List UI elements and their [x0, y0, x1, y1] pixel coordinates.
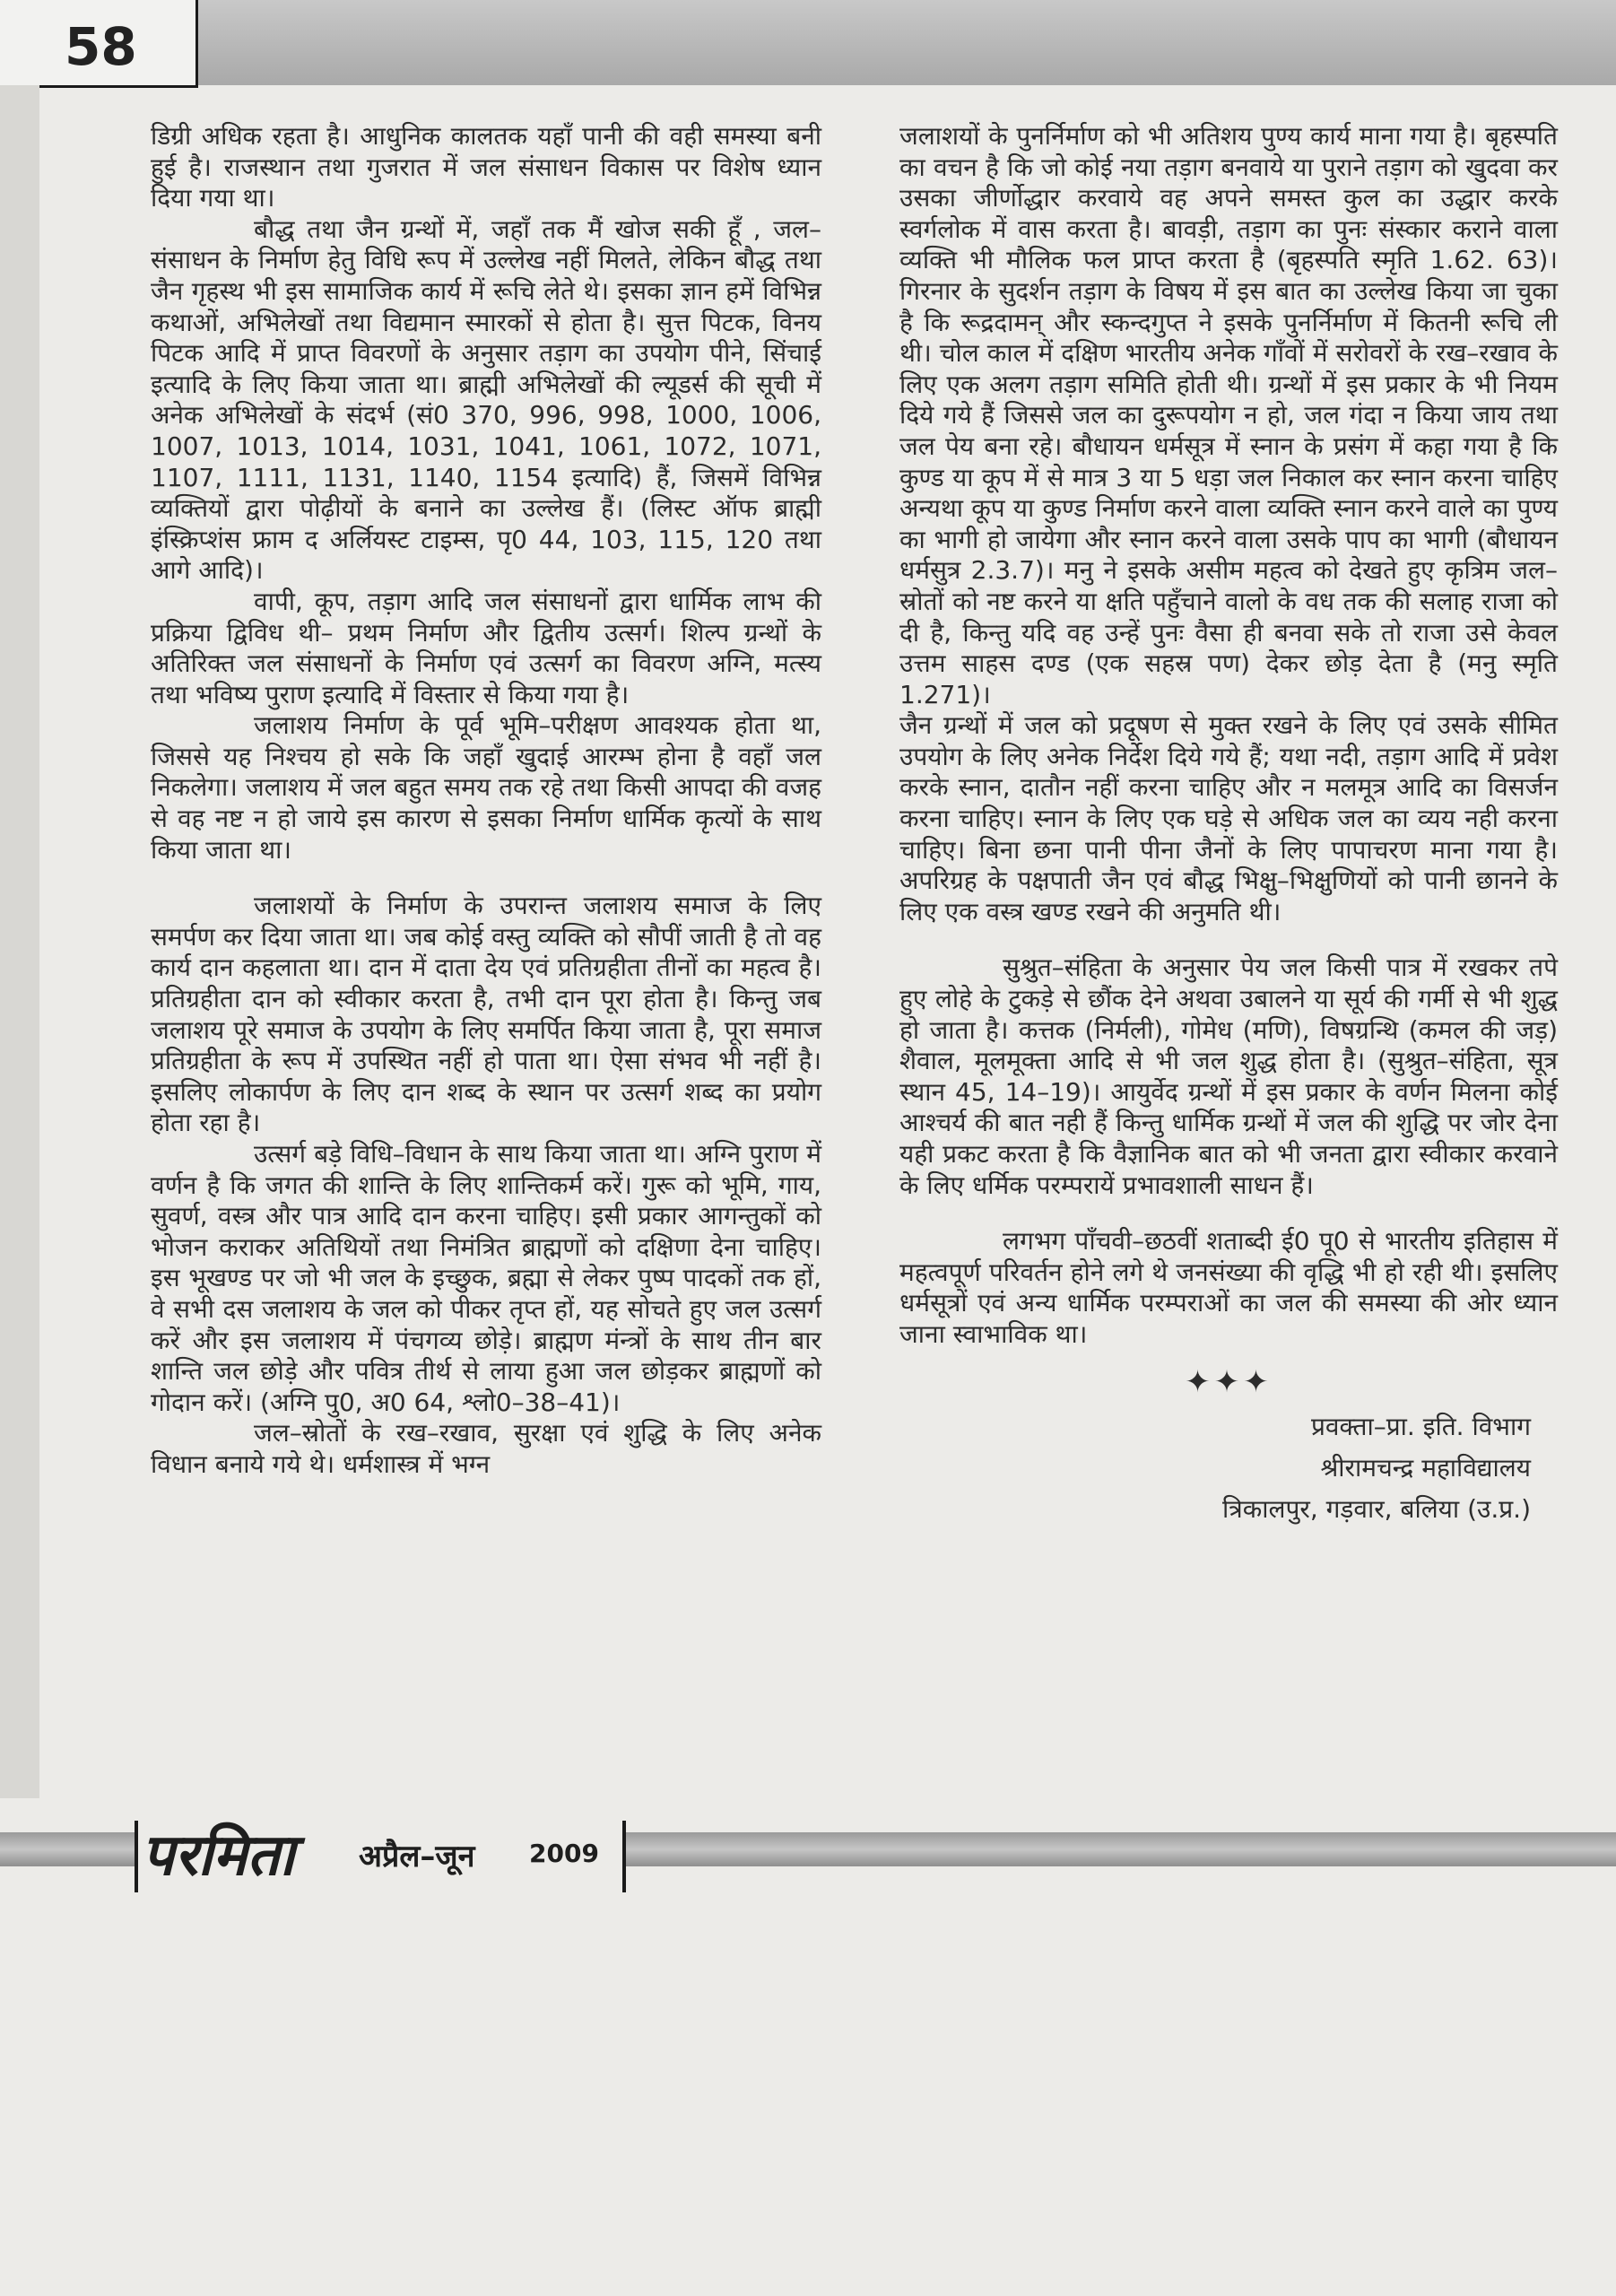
- left-column: [151, 121, 821, 1481]
- magazine-year: 2009: [529, 1839, 599, 1868]
- magazine-name: परमिता: [142, 1822, 295, 1889]
- paragraph: लगभग पाँचवी–छठवीं शताब्दी ई0 पू0 से भारतीय इतिहास में महत्वपूर्ण परिवर्तन होने लगे थे जनसंख्या की वृद्धि भी हो रही थी। इसलिए धर्मसूत्रों एवं अन्य धार्मिक परम्पराओं का जल की समस्या की ओर ध्यान जाना स्वाभाविक था।: [899, 1226, 1558, 1349]
- paragraph: वापी, कूप, तड़ाग आदि जल संसाधनों द्वारा धार्मिक लाभ की प्रक्रिया द्विविध थी– प्रथम निर्माण और द्वितीय उत्सर्ग। शिल्प ग्रन्थों के अतिरिक्त जल संसाधनों के निर्माण एवं उत्सर्ग का विवरण अग्नि, मत्स्य तथा भविष्य पुराण इत्यादि में विस्तार से किया गया है।: [151, 586, 821, 709]
- section-separator: ✦✦✦: [1185, 1363, 1273, 1400]
- header-band: [0, 0, 1616, 85]
- paragraph: जैन ग्रन्थों में जल को प्रदूषण से मुक्त रखने के लिए एवं उसके सीमित उपयोग के लिए अनेक निर्देश दिये गये हैं; यथा नदी, तड़ाग आदि में प्रवेश करके स्नान, दातौन नहीं करना चाहिए और न मलमूत्र आदि का विसर्जन करना चाहिए। स्नान के लिए एक घड़े से अधिक जल का व्यय नही करना चाहिए। बिना छना पानी पीना जैनों के लिए पापाचरण माना गया है। अपरिग्रह के पक्षपाती जैन एवं बौद्ध भिक्षु–भिक्षुणियों को पानी छानने के लिए एक वस्त्र खण्ड रखने की अनुमति थी।: [899, 710, 1558, 926]
- paragraph: जलाशयों के निर्माण के उपरान्त जलाशय समाज के लिए समर्पण कर दिया जाता था। जब कोई वस्तु व्यक्ति को सौपीं जाती है तो वह कार्य दान कहलाता था। दान में दाता देय एवं प्रतिग्रहीता तीनों का महत्व है। प्रतिग्रहीता दान को स्वीकार करता है, तभी दान पूरा होता है। किन्तु जब जलाशय पूरे समाज के उपयोग के लिए समर्पित किया जाता है, पूरा समाज प्रतिग्रहीता के रूप में उपस्थित नहीं हो पाता था। ऐसा संभव भी नहीं है। इसलिए लोकार्पण के लिए दान शब्द के स्थान पर उत्सर्ग शब्द का प्रयोग होता रहा है।: [151, 891, 821, 1138]
- paragraph: जलाशय निर्माण के पूर्व भूमि–परीक्षण आवश्यक होता था, जिससे यह निश्चय हो सके कि जहाँ खुदाई आरम्भ होना है वहाँ जल निकलेगा। जलाशय में जल बहुत समय तक रहे तथा किसी आपदा की वजह से वह नष्ट न हो जाये इस कारण से इसका निर्माण धार्मिक कृत्यों के साथ किया जाता था।: [151, 710, 821, 865]
- paragraph: सुश्रुत–संहिता के अनुसार पेय जल किसी पात्र में रखकर तपे हुए लोहे के टुकड़े से छौंक देने अथवा उबालने या सूर्य की गर्मी से भी शुद्ध हो जाता है। कत्तक (निर्मली), गोमेध (मणि), विषग्रन्थि (कमल की जड़) शैवाल, मूलमूक्ता आदि से भी जल शुद्ध होता है। (सुश्रुत–संहिता, सूत्र स्थान 45, 14–19)। आयुर्वेद ग्रन्थों में इस प्रकार के वर्णन मिलना कोई आश्चर्य की बात नही हैं किन्तु धार्मिक ग्रन्थों में जल की शुद्धि पर जोर देना यही प्रकट करता है कि वैज्ञानिक बात को भी जनता द्वारा स्वीकार करवाने के लिए धर्मिक परम्परायें प्रभावशाली साधन हैं।: [899, 952, 1558, 1200]
- signature-line: श्रीरामचन्द्र महाविद्यालय: [1320, 1453, 1531, 1483]
- paragraph: डिग्री अधिक रहता है। आधुनिक कालतक यहाँ पानी की वही समस्या बनी हुई है। राजस्थान तथा गुजरात में जल संसाधन विकास पर विशेष ध्यान दिया गया था।: [151, 121, 821, 213]
- signature-line: प्रवक्ता–प्रा. इति. विभाग: [1311, 1412, 1531, 1442]
- magazine-issue: अप्रैल–जून: [359, 1839, 475, 1874]
- paragraph: बौद्ध तथा जैन ग्रन्थों में, जहाँ तक मैं खोज सकी हूँ , जल–संसाधन के निर्माण हेतु विधि रूप में उल्लेख नहीं मिलते, लेकिन बौद्ध तथा जैन गृहस्थ भी इस सामाजिक कार्य में रूचि लेते थे। इसका ज्ञान हमें विभिन्न कथाओं, अभिलेखों तथा विद्यमान स्मारकों से होता है। सुत्त पिटक, विनय पिटक आदि में प्राप्त विवरणों के अनुसार तड़ाग का उपयोग पीने, सिंचाई इत्यादि के लिए किया जाता था। ब्राह्मी अभिलेखों की ल्यूडर्स की सूची में अनेक अभिलेखों के संदर्भ (सं0 370, 996, 998, 1000, 1006, 1007, 1013, 1014, 1031, 1041, 1061, 1072, 1071, 1107, 1111, 1131, 1140, 1154 इत्यादि) हैं, जिसमें विभिन्न व्यक्तियों द्वारा पोढ़ीयों के बनाने का उल्लेख हैं। (लिस्ट ऑफ ब्राह्मी इंस्क्रिप्शंस फ्राम द अर्लियस्ट टाइम्स, पृ0 44, 103, 115, 120 तथा आगे आदि)।: [151, 213, 821, 586]
- signature-line: त्रिकालपुर, गड़वार, बलिया (उ.प्र.): [1222, 1494, 1531, 1525]
- right-column: [899, 121, 1558, 1530]
- page-number: 58: [65, 16, 137, 77]
- page-number-box: [0, 0, 198, 88]
- paragraph: जलाशयों के पुनर्निर्माण को भी अतिशय पुण्य कार्य माना गया है। बृहस्पति का वचन है कि जो कोई नया तड़ाग बनवाये या पुराने तड़ाग को खुदवा कर उसका जीर्णोद्धार करवाये वह अपने समस्त कुल का उद्धार करके स्वर्गलोक में वास करता है। बावड़ी, तड़ाग का पुनः संस्कार कराने वाला व्यक्ति भी मौलिक फल प्राप्त करता है (बृहस्पति स्मृति 1.62. 63)। गिरनार के सुदर्शन तड़ाग के विषय में इस बात का उल्लेख किया जा चुका है कि रूद्रदामन् और स्कन्दगुप्त ने इसके पुनर्निर्माण में कितनी रूचि ली थी। चोल काल में दक्षिण भारतीय अनेक गाँवों में सरोवरों के रख–रखाव के लिए एक अलग तड़ाग समिति होती थी। ग्रन्थों में इस प्रकार के भी नियम दिये गये हैं जिससे जल का दुरूपयोग न हो, जल गंदा न किया जाय तथा जल पेय बना रहे। बौधायन धर्मसूत्र में स्नान के प्रसंग में कहा गया है कि कुण्ड या कूप में से मात्र 3 या 5 धड़ा जल निकाल कर स्नान करना चाहिए अन्यथा कूप या कुण्ड निर्माण करने वाला व्यक्ति स्नान करने वाले का पुण्य का भागी हो जायेगा और स्नान करने वाला उसके पाप का भागी (बौधायन धर्मसुत्र 2.3.7)। मनु ने इसके असीम महत्व को देखते हुए कृत्रिम जल–स्रोतों को नष्ट करने या क्षति पहुँचाने वालो के वध तक की सलाह राजा को दी है, किन्तु यदि वह उन्हें पुनः वैसा ही बनवा सके तो राजा उसे केवल उत्तम साहस दण्ड (एक सहस्र पण) देकर छोड़ देता है (मनु स्मृति 1.271)।: [899, 121, 1558, 709]
- author-signature: [899, 1406, 1558, 1530]
- paragraph: उत्सर्ग बड़े विधि–विधान के साथ किया जाता था। अग्नि पुराण में वर्णन है कि जगत की शान्ति के लिए शान्तिकर्म करें। गुरू को भूमि, गाय, सुवर्ण, वस्त्र और पात्र आदि दान करना चाहिए। इसी प्रकार आगन्तुकों को भोजन कराकर अतिथियों तथा निमंत्रित ब्राह्मणों को दक्षिणा देना चाहिए। इस भूखण्ड पर जो भी जल के इच्छुक, ब्रह्मा से लेकर पुष्प पादकों तक हों, वे सभी दस जलाशय के जल को पीकर तृप्त हों, यह सोचते हुए जल उत्सर्ग करें और इस जलाशय में पंचगव्य छोड़े। ब्राह्मण मंन्त्रों के साथ तीन बार शान्ति जल छोड़े और पवित्र तीर्थ से लाया हुआ जल छोड़कर ब्राह्मणों को गोदान करें। (अग्नि पु0, अ0 64, श्लो0–38–41)।: [151, 1139, 821, 1417]
- page-edge-strip: [0, 85, 39, 1798]
- paragraph: जल–स्रोतों के रख–रखाव, सुरक्षा एवं शुद्धि के लिए अनेक विधान बनाये गये थे। धर्मशास्त्र में भग्न: [151, 1418, 821, 1479]
